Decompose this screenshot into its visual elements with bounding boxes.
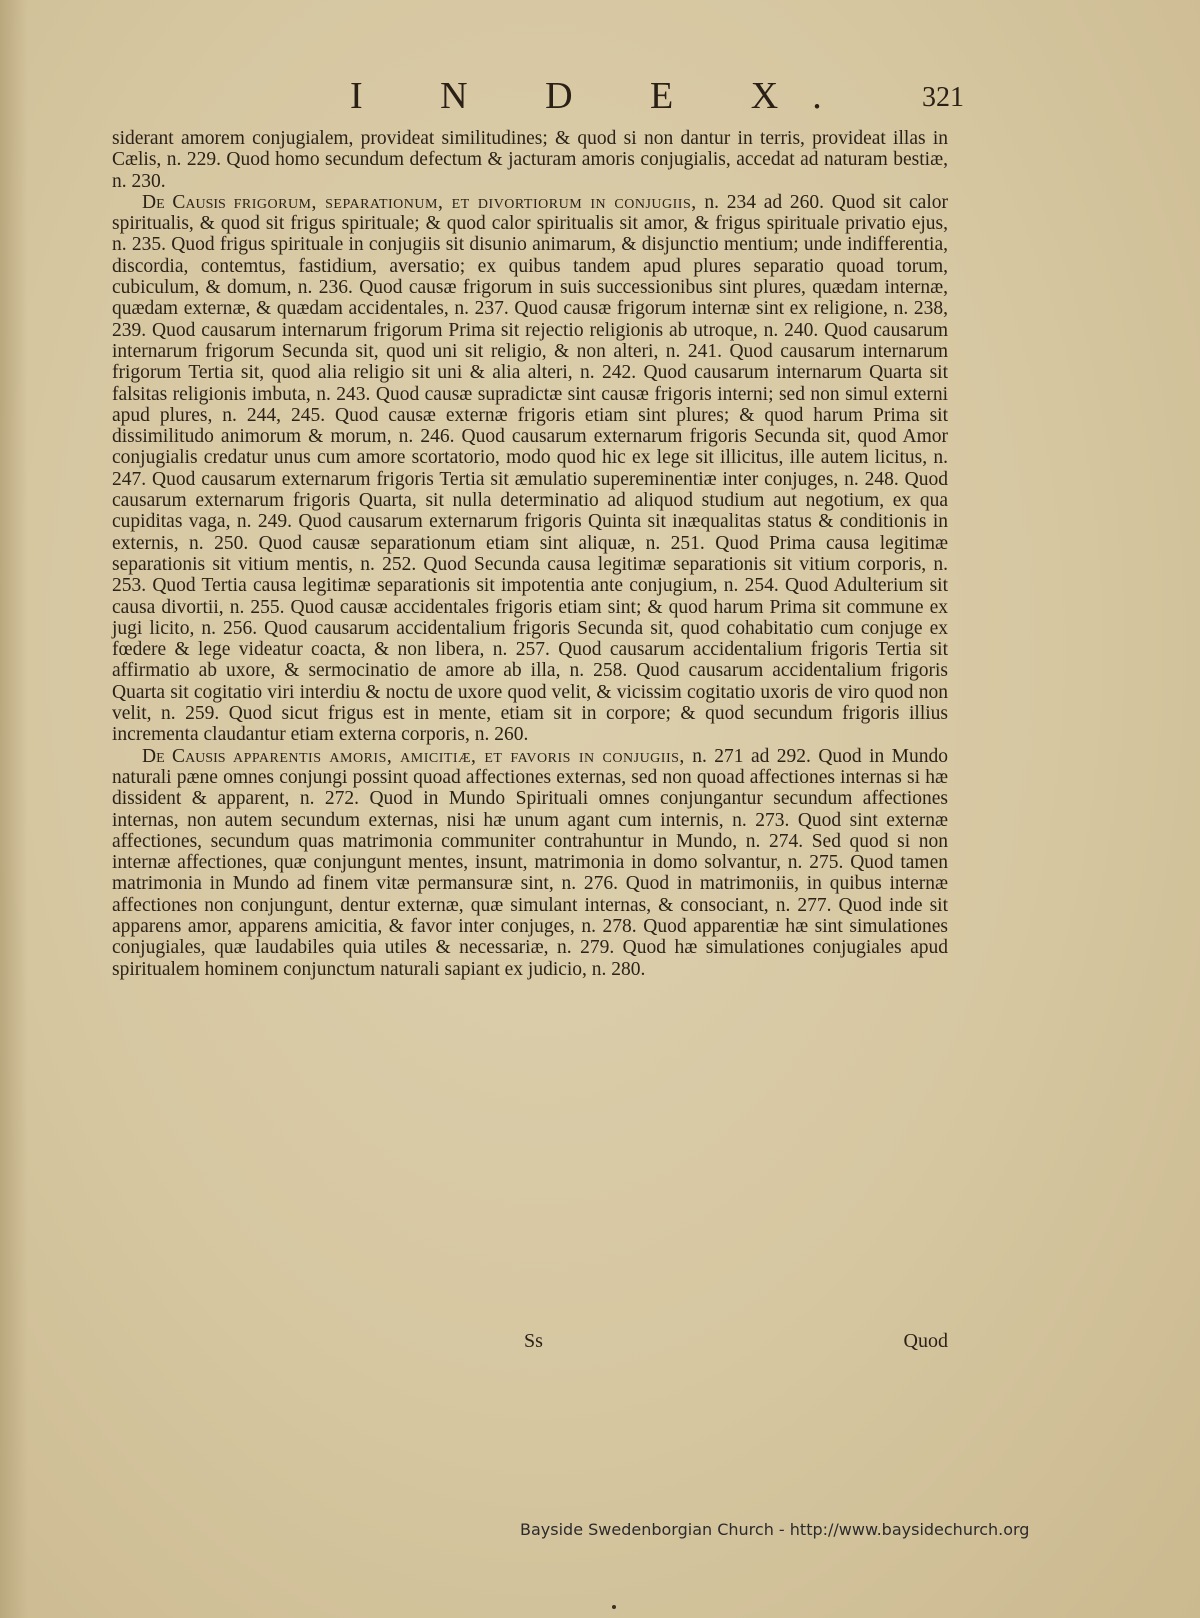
source-watermark: Bayside Swedenborgian Church - http://www.baysidechurch.org [520, 1520, 1030, 1539]
index-text-block [112, 128, 948, 980]
index-paragraph [112, 192, 948, 746]
running-head [0, 74, 1200, 124]
page-number: 321 [922, 82, 964, 113]
paragraph-text: siderant amorem conjugialem, provideat similitudines; & quod si non dantur in terris, provideat illas in Cælis, n. 229. Quod homo secundum defectum & jacturam amoris conjugialis, accedat ad naturam bestiæ, n. 230. [112, 128, 948, 192]
gutter-shadow [0, 0, 28, 1618]
entry-heading: frigorum, separationum, et divortiorum in conjugiis, [233, 191, 697, 213]
page-footer [112, 1330, 948, 1356]
paragraph-text: n. 271 ad 292. Quod in Mundo naturali pæne omnes conjungi possint quoad affectiones externas, sed non quoad affectiones internas si hæ dissident & apparent, n. 272. Quod in Mundo Spirituali omnes conjungantur secundum affectiones internas, non autem secundum externas, nisi hæ unum agant cum internis, n. 273. Quod sint externæ affectiones, secundum quas matrimonia communiter contrahuntur in Mundo, n. 274. Sed quod si non internæ affectiones, quæ conjungunt mentes, insunt, matrimonia in domo solvantur, n. 275. Quod tamen matrimonia in Mundo ad finem vitæ permansuræ sint, n. 276. Quod in matrimoniis, in quibus internæ affectiones non conjungunt, dentur externæ, quæ simulant internas, & consociant, n. 277. Quod inde sit apparens amor, apparens amicitia, & favor inter conjuges, n. 278. Quod apparentiæ hæ sint simulationes conjugiales, quæ laudabiles quia utiles & necessariæ, n. 279. Quod hæ simulationes conjugiales apud spiritualem hominem conjunctum naturali sapiant ex judicio, n. 280. [112, 745, 949, 980]
paragraph-text: n. 234 ad 260. Quod sit calor spiritualis, & quod sit frigus spirituale; & quod calor spiritualis sit amor, & frigus spirituale privatio ejus, n. 235. Quod frigus spirituale in conjugiis sit disunio animarum, & disjunctio mentium; unde indifferentia, discordia, contemtus, fastidium, aversatio; ex quibus tandem apud plures separatio quoad torum, cubiculum, & domum, n. 236. Quod causæ frigorum in suis successionibus sint plures, quædam internæ, quædam externæ, & quædam accidentales, n. 237. Quod causæ frigorum internæ sint ex religione, n. 238, 239. Quod causarum internarum frigorum Prima sit rejectio religionis ab utroque, n. 240. Quod causarum internarum frigorum Secunda sit, quod uni sit religio, & non alteri, n. 241. Quod causarum internarum frigorum Tertia sit, quod alia religio sit uni & alia alteri, n. 242. Quod causarum internarum Quarta sit falsitas religionis imbuta, n. 243. Quod causæ supradictæ sint causæ frigoris interni; sed non simul externi apud plures, n. 244, 245. Quod causæ externæ frigoris etiam sint plures; & quod harum Prima sit dissimilitudo animorum & morum, n. 246. Quod causarum externarum frigoris Secunda sit, quod Amor conjugialis credatur unus cum amore scortatorio, modo quod hic ex lege sit illicitus, ille autem licitus, n. 247. Quod causarum externarum frigoris Tertia sit æmulatio supereminentiæ inter conjuges, n. 248. Quod causarum externarum frigoris Quarta, sit nulla determinatio ad aliquod studium aut negotium, ex qua cupiditas vaga, n. 249. Quod causarum externarum frigoris Quinta sit inæqualitas status & conditionis in externis, n. 250. Quod causæ separationum etiam sint aliquæ, n. 251. Quod Prima causa legitimæ separationis sit vitium mentis, n. 252. Quod Secunda causa legitimæ separationis sit vitium corporis, n. 253. Quod Tertia causa legitimæ separationis sit impotentia ante conjugium, n. 254. Quod Adulterium sit causa divortii, n. 255. Quod causæ accidentales frigoris etiam sint; & quod harum Prima sit commune ex jugi licito, n. 256. Quod causarum accidentalium frigoris Secunda sit, quod cohabitatio cum conjuge ex fœdere & lege videatur coacta, & non libera, n. 257. Quod causarum accidentalium frigoris Tertia sit affirmatio ab uxore, & sermocinatio de amore ab illa, n. 258. Quod causarum accidentalium frigoris Quarta sit cogitatio viri interdiu & noctu de uxore quod velit, & vicissim cogitatio uxoris de viro quod non velit, n. 259. Quod sicut frigus est in mente, etiam sit in corpore; & quod secundum frigoris illius incrementa claudantur etiam externa corporis, n. 260. [112, 191, 948, 746]
running-title: I N D E X. [350, 75, 856, 117]
index-paragraph [112, 128, 948, 192]
signature-mark: Ss [524, 1330, 543, 1352]
catchword: Quod [903, 1330, 948, 1352]
entry-heading: apparentis amoris, amicitiæ, et favoris in conjugiis, [232, 745, 685, 767]
entry-lead: De Causis [142, 191, 226, 213]
index-paragraph [112, 746, 948, 980]
paper-speck [612, 1605, 616, 1609]
entry-lead: De Causis [142, 745, 226, 767]
